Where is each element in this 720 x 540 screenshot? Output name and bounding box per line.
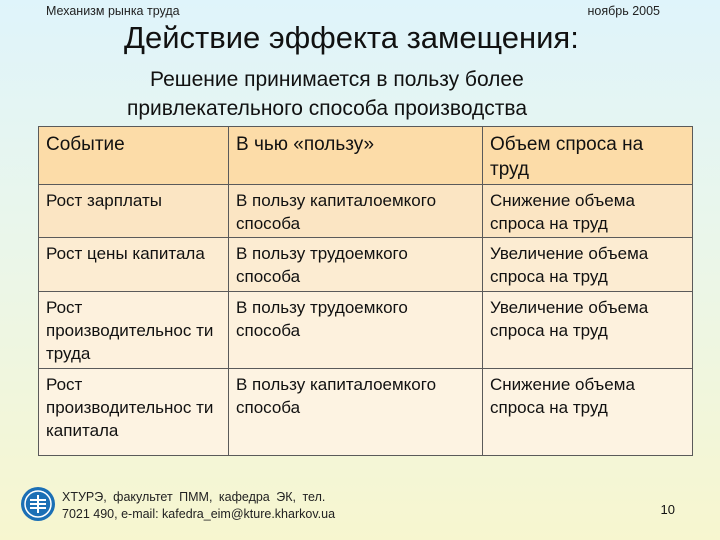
cell-in-favor: В пользу трудоемкого способа xyxy=(229,238,483,292)
page-number: 10 xyxy=(660,502,675,517)
table-row xyxy=(39,185,693,238)
cell-event: Рост производительнос ти труда xyxy=(39,292,229,369)
substitution-effect-table xyxy=(38,126,693,456)
slide-title: Действие эффекта замещения: xyxy=(124,20,579,55)
cell-in-favor: В пользу капиталоемкого способа xyxy=(229,369,483,456)
subtitle-line-2: привлекательного способа производства xyxy=(127,97,528,120)
cell-event: Рост цены капитала xyxy=(39,238,229,292)
footer-contacts-line-2: 7021 490, e-mail: kafedra_eim@kture.kharkov.ua xyxy=(62,507,336,521)
table-row xyxy=(39,238,693,292)
table-row xyxy=(39,369,693,456)
cell-in-favor: В пользу капиталоемкого способа xyxy=(229,185,483,238)
cell-labor-demand: Увеличение объема спроса на труд xyxy=(483,238,693,292)
table-row xyxy=(39,292,693,369)
cell-labor-demand: Снижение объема спроса на труд xyxy=(483,185,693,238)
cell-labor-demand: Снижение объема спроса на труд xyxy=(483,369,693,456)
header-cell-labor-demand: Объем спроса на труд xyxy=(483,127,693,185)
header-cell-event: Событие xyxy=(39,127,229,185)
header-topic: Механизм рынка труда xyxy=(46,4,180,18)
university-logo-icon xyxy=(20,486,56,522)
cell-event: Рост зарплаты xyxy=(39,185,229,238)
header-cell-in-favor: В чью «пользу» xyxy=(229,127,483,185)
table-header-row xyxy=(39,127,693,185)
footer-contacts-line-1: ХТУРЭ, факультет ПММ, кафедра ЭК, тел. xyxy=(62,490,326,504)
cell-labor-demand: Увеличение объема спроса на труд xyxy=(483,292,693,369)
subtitle-line-1: Решение принимается в пользу более xyxy=(150,68,524,91)
header-date: ноябрь 2005 xyxy=(587,4,660,18)
cell-in-favor: В пользу трудоемкого способа xyxy=(229,292,483,369)
cell-event: Рост производительнос ти капитала xyxy=(39,369,229,456)
